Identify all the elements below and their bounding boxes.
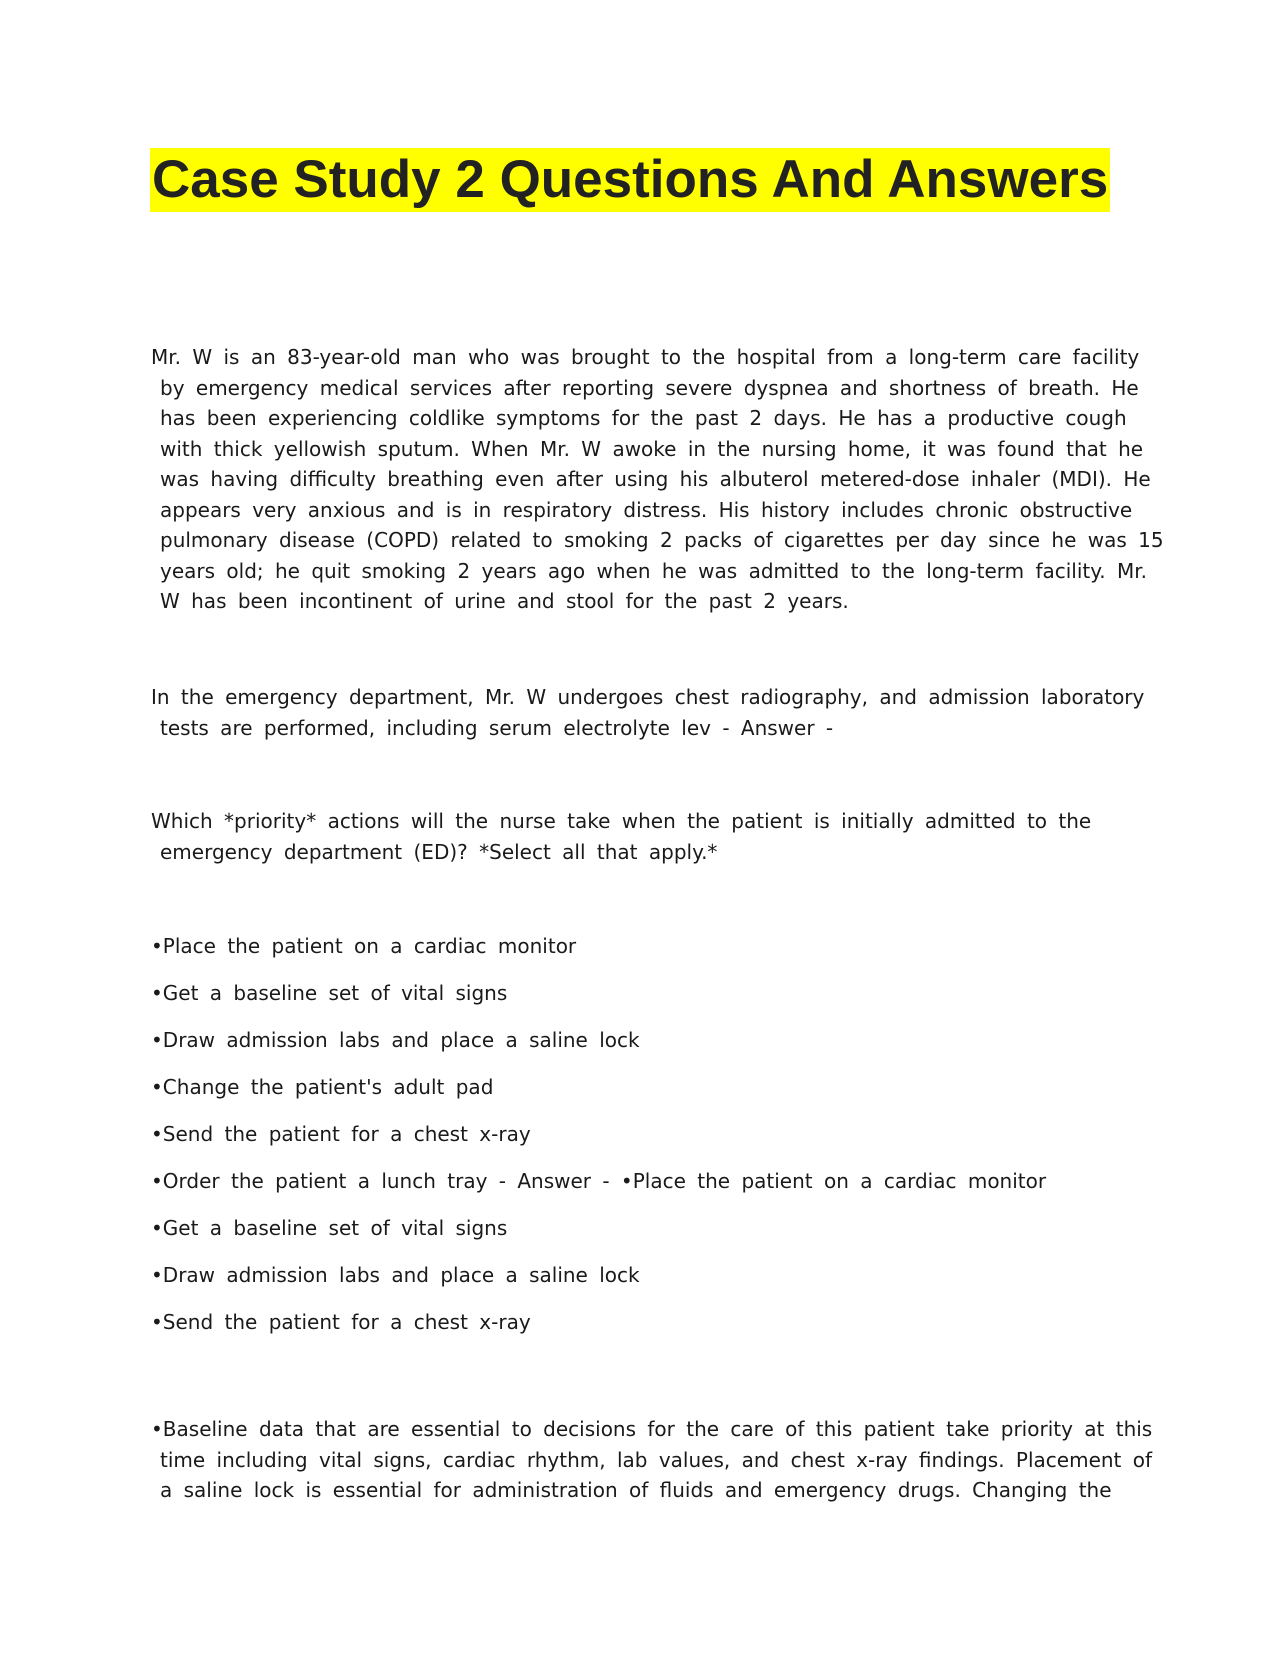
question-line: Which *priority* actions will the nurse take when the patient is initially admitted to the	[151, 809, 1092, 833]
intro-line: was having difficulty breathing even after using his albuterol metered-dose inhaler (MDI). He	[160, 467, 1151, 491]
intro-line: appears very anxious and is in respiratory distress. His history includes chronic obstructive	[160, 497, 1133, 522]
intro-paragraph	[151, 342, 1164, 617]
list-item: •Change the patient's adult pad	[151, 1075, 494, 1099]
intro-line: has been experiencing coldlike symptoms for the past 2 days. He has a productive cough	[160, 406, 1127, 430]
intro-line: by emergency medical services after reporting severe dyspnea and shortness of breath. He	[160, 375, 1139, 400]
list-item: •Place the patient on a cardiac monitor	[151, 934, 577, 958]
rationale-paragraph	[151, 1414, 1153, 1506]
rationale-line: •Baseline data that are essential to decisions for the care of this patient take priority at this	[151, 1417, 1153, 1441]
rationale-line: a saline lock is essential for administration of fluids and emergency drugs. Changing the	[160, 1478, 1112, 1502]
list-item: •Order the patient a lunch tray - Answer - •Place the patient on a cardiac monitor	[151, 1169, 1047, 1193]
intro-line: W has been incontinent of urine and stool for the past 2 years.	[160, 589, 849, 613]
ed-line: In the emergency department, Mr. W undergoes chest radiography, and admission laboratory	[151, 685, 1145, 709]
rationale-line: time including vital signs, cardiac rhythm, lab values, and chest x-ray findings. Placement of	[160, 1447, 1153, 1472]
intro-line: Mr. W is an 83-year-old man who was brought to the hospital from a long-term care facility	[151, 345, 1140, 369]
list-item: •Send the patient for a chest x-ray	[151, 1122, 531, 1146]
intro-line: with thick yellowish sputum. When Mr. W awoke in the nursing home, it was found that he	[160, 436, 1144, 461]
ed-line: tests are performed, including serum electrolyte lev - Answer -	[160, 715, 834, 740]
list-item: •Get a baseline set of vital signs	[151, 981, 508, 1005]
question-paragraph	[151, 806, 1131, 867]
list-item: •Draw admission labs and place a saline lock	[151, 1028, 640, 1052]
document-title: Case Study 2 Questions And Answers	[150, 148, 1110, 212]
ed-paragraph	[151, 682, 1145, 743]
intro-line: pulmonary disease (COPD) related to smoking 2 packs of cigarettes per day since he was 15	[160, 528, 1164, 552]
list-item: •Send the patient for a chest x-ray	[151, 1310, 531, 1334]
question-line: emergency department (ED)? *Select all that apply.*	[160, 839, 718, 864]
answer-options-list	[151, 931, 1131, 1354]
list-item: •Draw admission labs and place a saline lock	[151, 1263, 640, 1287]
list-item: •Get a baseline set of vital signs	[151, 1216, 508, 1240]
intro-line: years old; he quit smoking 2 years ago when he was admitted to the long-term facility. Mr.	[160, 558, 1147, 583]
